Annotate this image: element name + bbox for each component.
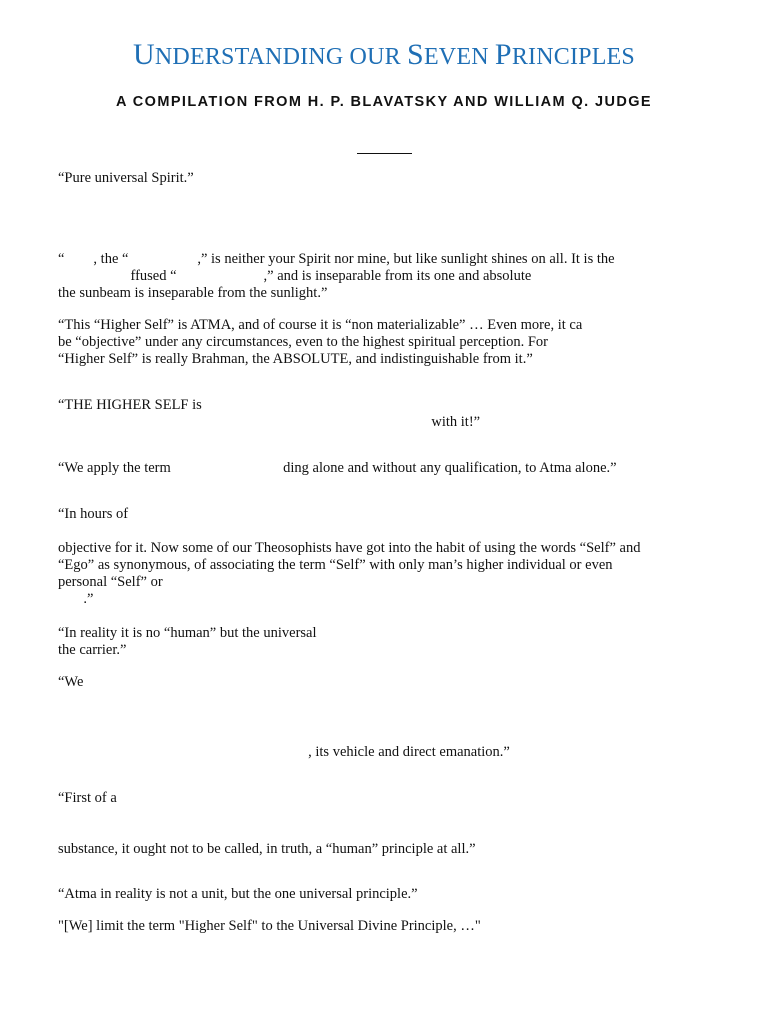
title-part: EVEN (423, 44, 495, 70)
text-line: “We (58, 674, 84, 690)
text-line: personal “Self” or (58, 574, 163, 590)
text-line: “THE HIGHER SELF is (58, 397, 202, 413)
text-line: “Atma in reality is not a unit, but the one universal principle.” (58, 886, 418, 902)
title-part: P (494, 38, 512, 71)
title-divider (357, 153, 412, 154)
text-line: “Pure universal Spirit.” (58, 170, 194, 186)
text-line: be “objective” under any circumstances, even to the highest spiritual perception. For (58, 334, 549, 350)
text-line: “In hours of (58, 506, 129, 522)
text-line: "[We] limit the term "Higher Self" to the Universal Divine Principle, …" (58, 918, 481, 934)
text-line: “In reality it is no “human” but the universal (58, 625, 317, 641)
text-line: “First of a (58, 790, 117, 806)
text-line: .” (58, 591, 94, 607)
document-subtitle: A COMPILATION FROM H. P. BLAVATSKY AND WILLIAM Q. JUDGE (116, 94, 652, 110)
document-title (0, 38, 768, 72)
text-line: , its vehicle and direct emanation.” (58, 744, 510, 760)
title-part: U (133, 38, 155, 71)
text-line: “ , the “ ,” is neither your Spirit nor mine, but like sunlight shines on all. It is the (58, 251, 615, 267)
text-line: objective for it. Now some of our Theosophists have got into the habit of using the words “Self” and (58, 540, 641, 556)
text-line: the sunbeam is inseparable from the sunlight.” (58, 285, 328, 301)
text-line: with it!” (58, 414, 481, 430)
text-line: “This “Higher Self” is ATMA, and of course it is “non materializable” … Even more, it ca (58, 317, 583, 333)
text-line: ffused “ ,” and is inseparable from its one and absolute (58, 268, 532, 284)
title-part: RINCIPLES (511, 44, 635, 70)
text-line: “We apply the term ding alone and without any qualification, to Atma alone.” (58, 460, 617, 476)
text-line: “Ego” as synonymous, of associating the term “Self” with only man’s higher individual or even (58, 557, 613, 573)
title-part: NDERSTANDING OUR (154, 44, 408, 70)
title-part: S (407, 38, 424, 71)
text-line: the carrier.” (58, 642, 127, 658)
text-line: substance, it ought not to be called, in truth, a “human” principle at all.” (58, 841, 476, 857)
text-line: “Higher Self” is really Brahman, the ABSOLUTE, and indistinguishable from it.” (58, 351, 533, 367)
